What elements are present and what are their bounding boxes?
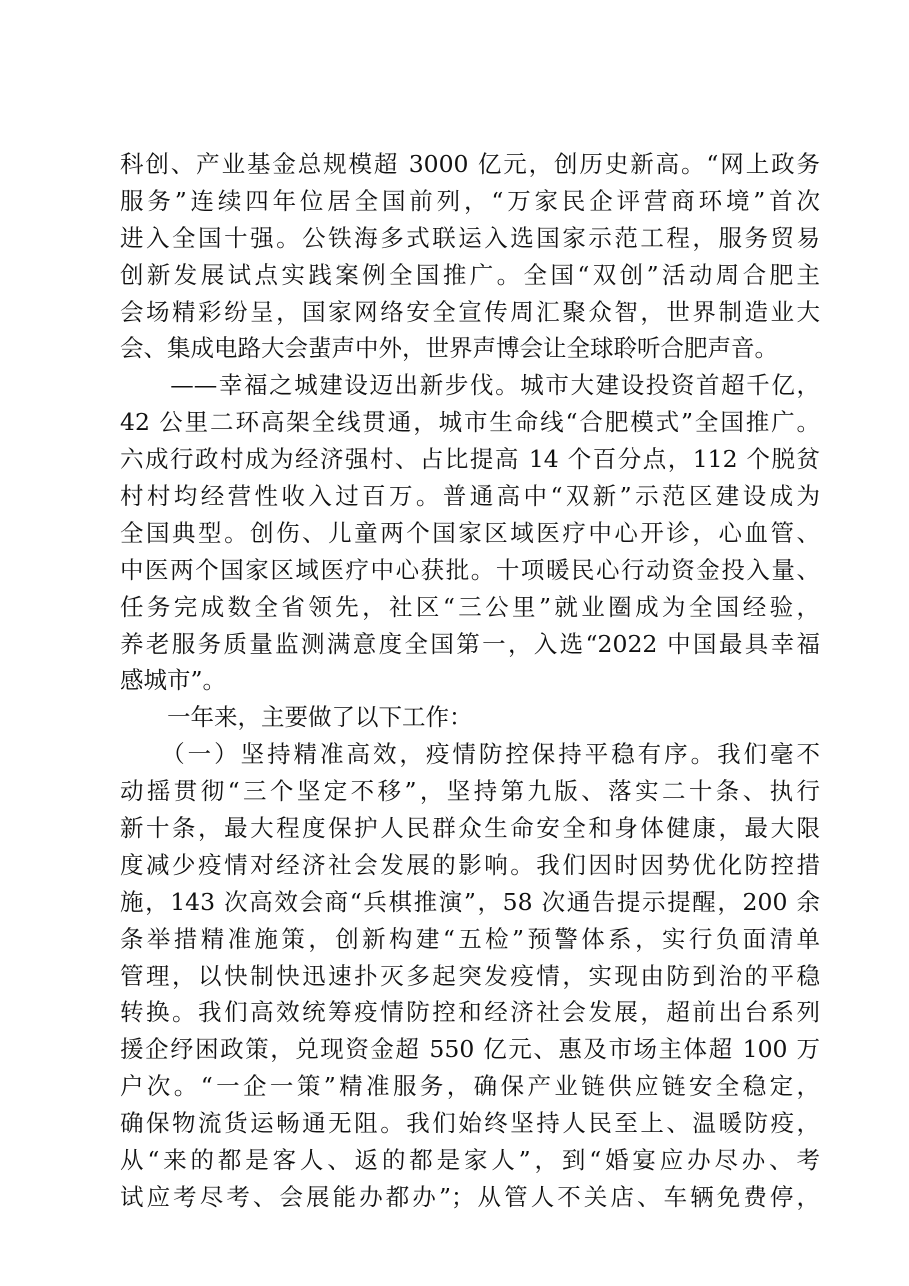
text-line: 养老服务质量监测满意度全国第一，入选“2022 中国最具幸福 xyxy=(120,629,820,658)
text-line: 度减少疫情对经济社会发展的影响。我们因时因势优化防控措 xyxy=(120,850,820,879)
text-line: 创新发展试点实践案例全国推广。全国“双创”活动周合肥主 xyxy=(120,260,820,289)
text-line: 确保物流货运畅通无阻。我们始终坚持人民至上、温暖防疫， xyxy=(120,1109,820,1138)
text-line: 科创、产业基金总规模超 3000 亿元，创历史新高。“网上政务 xyxy=(120,150,820,178)
text-line: 服务”连续四年位居全国前列，“万家民企评营商环境”首次 xyxy=(120,186,820,215)
text-line: 施，143 次高效会商“兵棋推演”，58 次通告提示提醒，200 余 xyxy=(120,887,820,916)
text-line: 一年来，主要做了以下工作： xyxy=(120,703,473,732)
text-line: 全国典型。创伤、儿童两个国家区域医疗中心开诊，心血管、 xyxy=(120,518,820,547)
text-line: 会场精彩纷呈，国家网络安全宣传周汇聚众智，世界制造业大 xyxy=(120,297,820,326)
text-line: 任务完成数全省领先，社区“三公里”就业圈成为全国经验， xyxy=(120,592,820,621)
text-line: ——幸福之城建设迈出新步伐。城市大建设投资首超千亿， xyxy=(120,371,820,400)
text-line: 户次。“一企一策”精准服务，确保产业链供应链安全稳定， xyxy=(120,1072,820,1101)
text-line: 管理，以快制快迅速扑灭多起突发疫情，实现由防到治的平稳 xyxy=(120,961,820,990)
text-line: 六成行政村成为经济强村、占比提高 14 个百分点，112 个脱贫 xyxy=(120,445,820,474)
text-line: 中医两个国家区域医疗中心获批。十项暖民心行动资金投入量、 xyxy=(120,555,820,584)
text-line: 援企纾困政策，兑现资金超 550 亿元、惠及市场主体超 100 万 xyxy=(120,1035,820,1064)
text-line: 从“来的都是客人、返的都是家人”，到“婚宴应办尽办、考 xyxy=(120,1146,820,1175)
text-line: 试应考尽考、会展能办都办”；从管人不关店、车辆免费停， xyxy=(120,1182,820,1211)
text-line: 新十条，最大程度保护人民群众生命安全和身体健康，最大限 xyxy=(120,814,820,843)
text-line: 动摇贯彻“三个坚定不移”，坚持第九版、落实二十条、执行 xyxy=(120,777,820,806)
text-line: 会、集成电路大会蜚声中外，世界声博会让全球聆听合肥声音。 xyxy=(120,334,778,363)
body-text xyxy=(120,146,820,1216)
text-line: 条举措精准施策，创新构建“五检”预警体系，实行负面清单 xyxy=(120,924,820,953)
text-line: 42 公里二环高架全线贯通，城市生命线“合肥模式”全国推广。 xyxy=(120,408,820,437)
text-line: （一）坚持精准高效，疫情防控保持平稳有序。我们毫不 xyxy=(120,740,820,769)
text-line: 转换。我们高效统筹疫情防控和经济社会发展，超前出台系列 xyxy=(120,998,820,1027)
text-line: 感城市”。 xyxy=(120,666,227,695)
text-line: 进入全国十强。公铁海多式联运入选国家示范工程，服务贸易 xyxy=(120,223,820,252)
text-line: 村村均经营性收入过百万。普通高中“双新”示范区建设成为 xyxy=(120,482,820,511)
